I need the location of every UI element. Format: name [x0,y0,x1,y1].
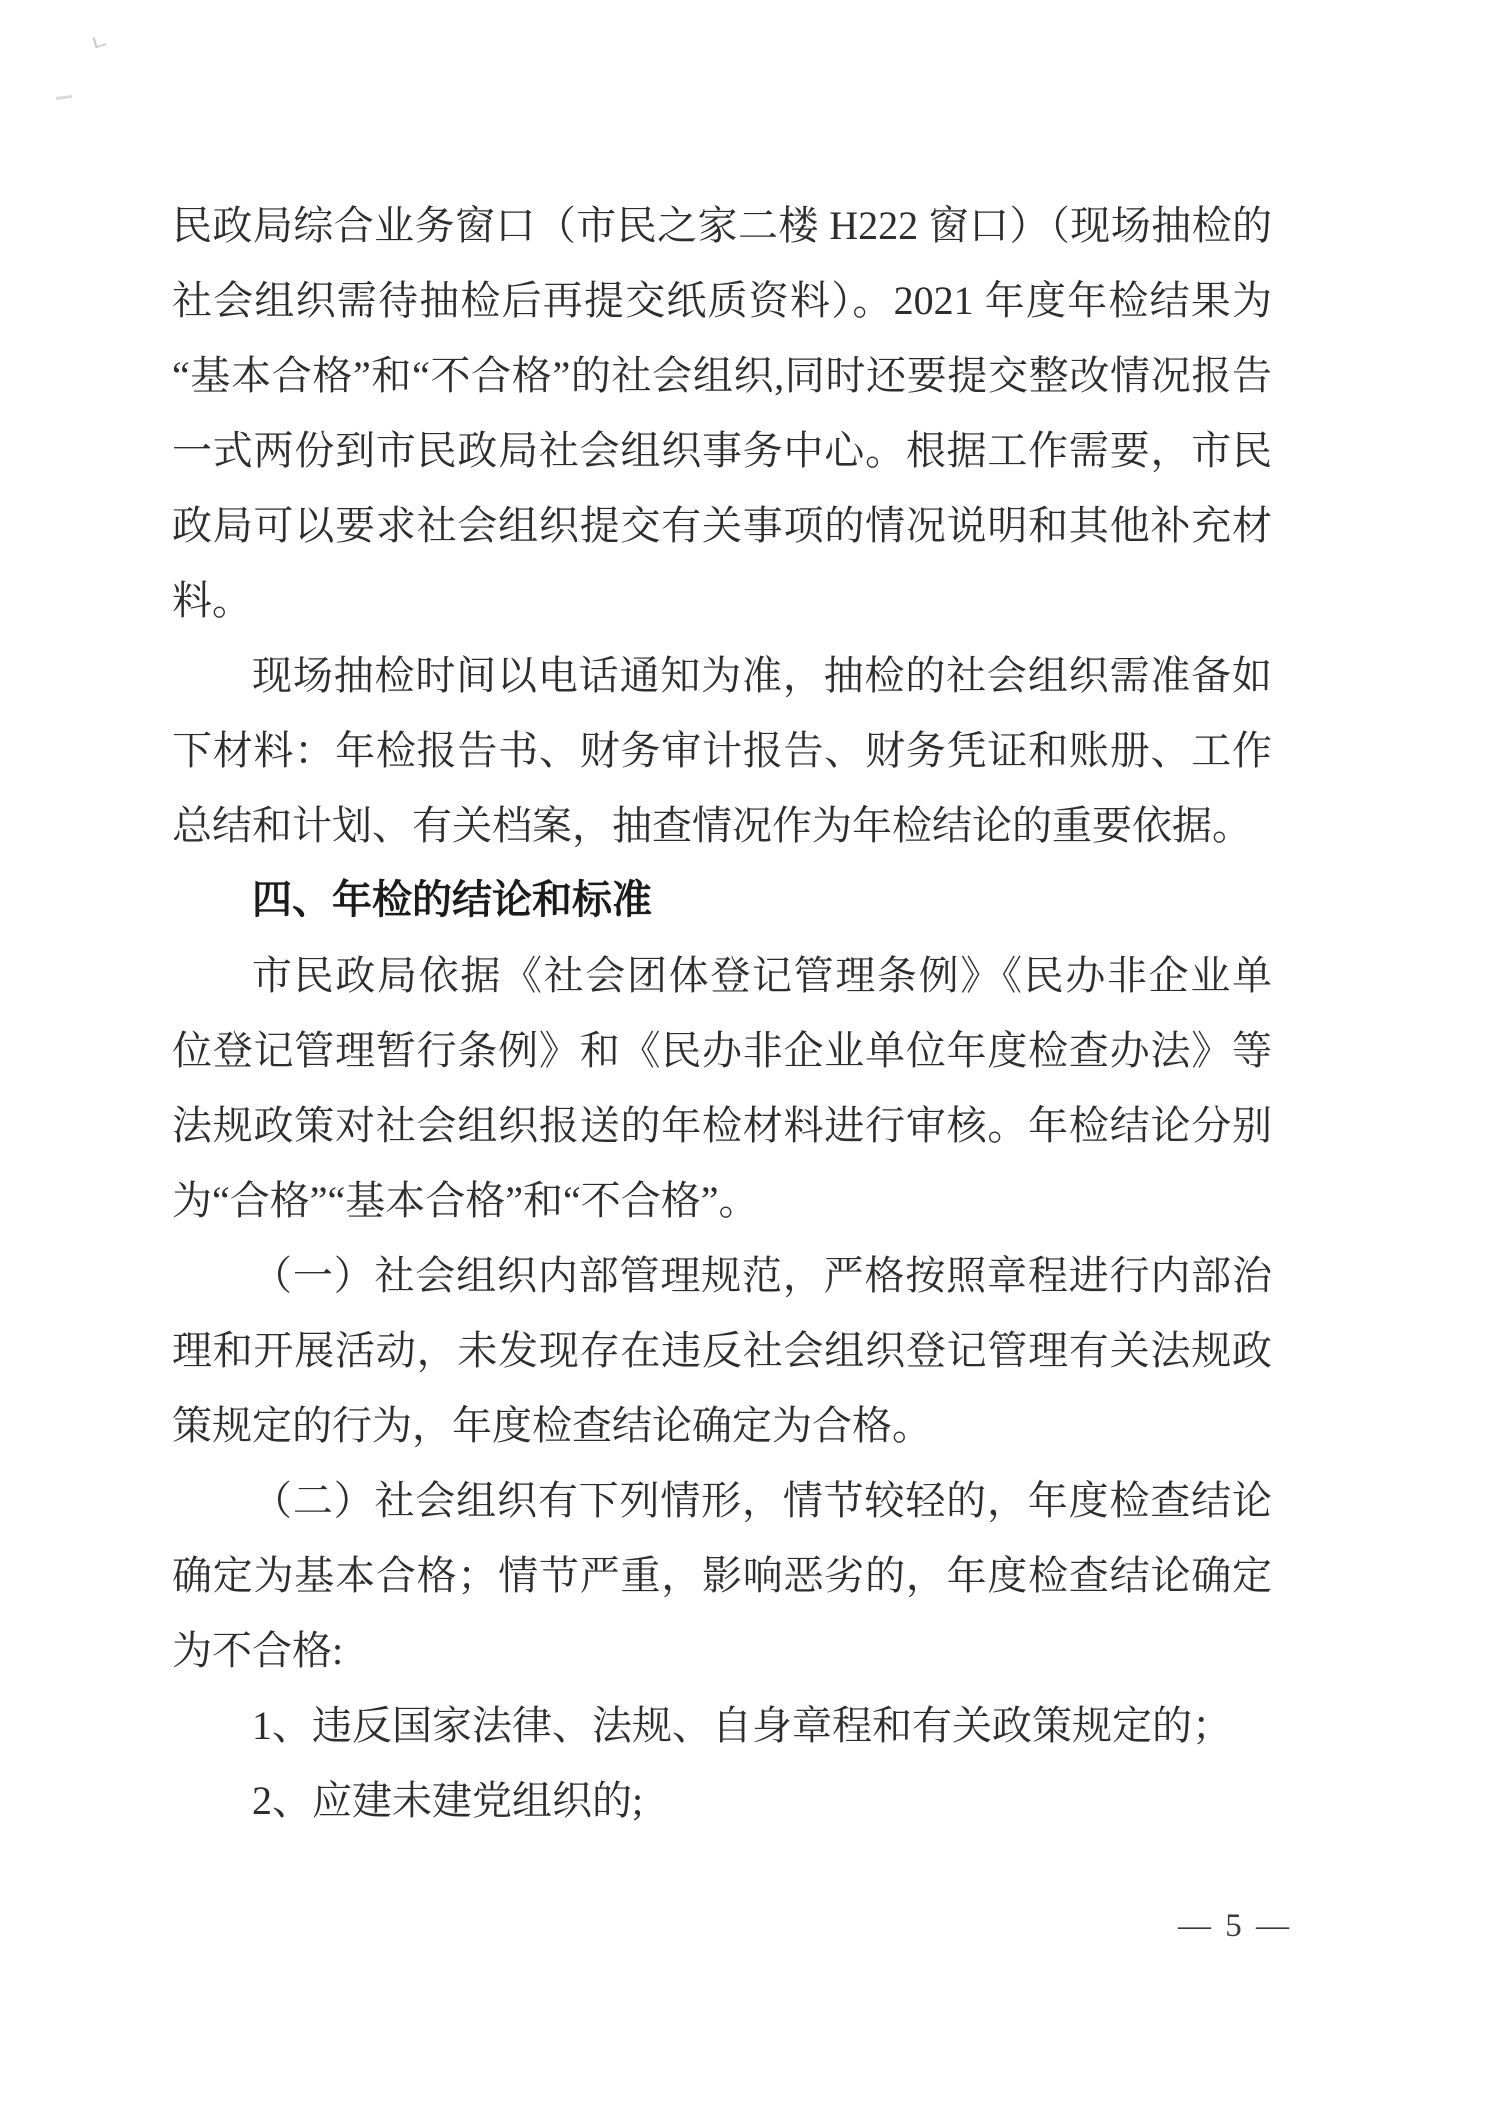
paragraph-review-basis-line-2: 位登记管理暂行条例》和《民办非企业单位年度检查办法》等 [172,1028,1272,1073]
paragraph-onsite-inspection-line-1: 现场抽检时间以电话通知为准，抽检的社会组织需准备如 [252,653,1272,698]
page-number: — 5 — [1178,1908,1292,1944]
paragraph-item-1-qualified-line-3: 策规定的行为，年度检查结论确定为合格。 [172,1403,932,1448]
paragraph-continuation-line-4: 一式两份到市民政局社会组织事务中心。根据工作需要，市民 [172,428,1272,473]
paragraph-onsite-inspection-line-3: 总结和计划、有关档案，抽查情况作为年检结论的重要依据。 [172,803,1252,848]
scan-speck [93,35,107,49]
paragraph-review-basis-line-3: 法规政策对社会组织报送的年检材料进行审核。年检结论分别 [172,1103,1272,1148]
list-item-2-line-1: 2、应建未建党组织的; [252,1778,644,1823]
heading-section-4-line-1: 四、年检的结论和标准 [252,878,652,922]
scan-speck [56,95,72,100]
paragraph-item-2-conditions-line-2: 确定为基本合格；情节严重，影响恶劣的，年度检查结论确定 [172,1553,1272,1598]
paragraph-continuation-line-5: 政局可以要求社会组织提交有关事项的情况说明和其他补充材 [172,503,1272,548]
paragraph-continuation-line-2: 社会组织需待抽检后再提交纸质资料）。2021 年度年检结果为 [172,278,1272,323]
paragraph-continuation-line-1: 民政局综合业务窗口（市民之家二楼 H222 窗口）（现场抽检的 [172,203,1272,248]
paragraph-continuation-line-6: 料。 [172,578,252,623]
paragraph-review-basis-line-1: 市民政局依据《社会团体登记管理条例》《民办非企业单 [252,953,1272,998]
paragraph-item-1-qualified-line-2: 理和开展活动，未发现存在违反社会组织登记管理有关法规政 [172,1328,1272,1373]
paragraph-review-basis-line-4: 为“合格”“基本合格”和“不合格”。 [172,1178,759,1223]
document-body [172,188,1272,1838]
paragraph-onsite-inspection-line-2: 下材料：年检报告书、财务审计报告、财务凭证和账册、工作 [172,728,1272,773]
paragraph-continuation-line-3: “基本合格”和“不合格”的社会组织,同时还要提交整改情况报告 [172,353,1272,398]
list-item-1-line-1: 1、违反国家法律、法规、自身章程和有关政策规定的； [252,1703,1232,1748]
paragraph-item-2-conditions-line-3: 为不合格: [172,1628,344,1673]
paragraph-item-1-qualified-line-1: （一）社会组织内部管理规范，严格按照章程进行内部治 [252,1253,1272,1298]
paragraph-item-2-conditions-line-1: （二）社会组织有下列情形，情节较轻的，年度检查结论 [252,1478,1272,1523]
